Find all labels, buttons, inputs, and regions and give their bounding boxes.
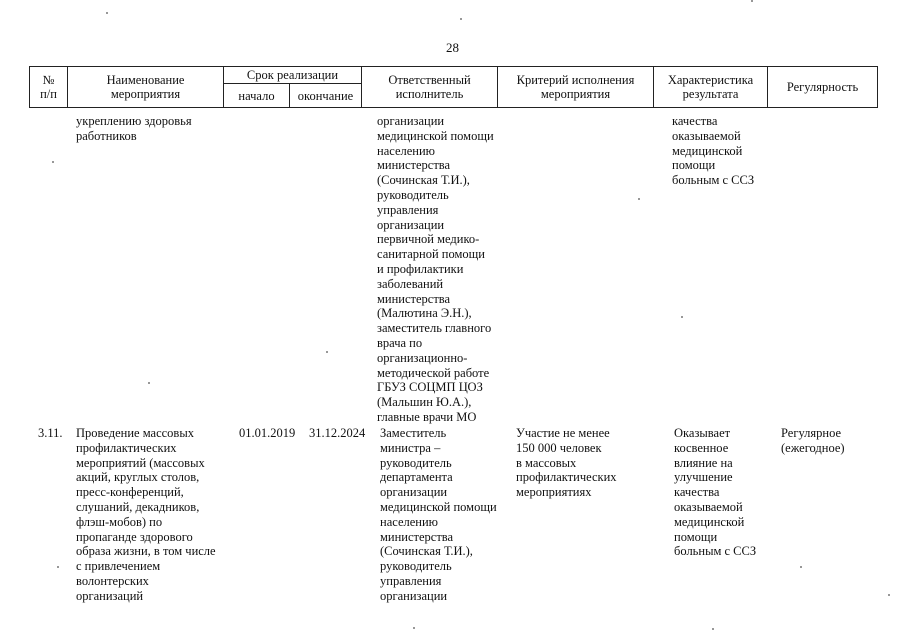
header-start: начало [224, 84, 290, 108]
continued-name: укреплению здоровья работников [76, 114, 192, 143]
row-3-11-num: 3.11. [38, 426, 63, 440]
scan-speck [888, 594, 890, 596]
scan-speck [638, 198, 640, 200]
row-3-11-regularity: Регулярное (ежегодное) [781, 426, 845, 455]
header-num: № п/п [30, 67, 68, 108]
row-3-11-end: 31.12.2024 [309, 426, 366, 440]
scan-speck [751, 0, 753, 2]
row-3-11-start: 01.01.2019 [239, 426, 296, 440]
row-3-11-name: Проведение массовых профилактических мероприятий (массовых акций, круглых столов, пресс-конференций, слушаний, декадников, флэш-мобов) по пропаганде здорового образа жизни, в том числе с привлечением волонтерских организаций [76, 426, 216, 603]
header-regularity: Регулярность [768, 67, 878, 108]
header-period: Срок реализации [224, 67, 362, 84]
row-3-11-responsible: Заместитель министра – руководитель департамента организации медицинской помощи населению министерства (Сочинская Т.И.), руководитель управления организации [380, 426, 497, 603]
header-name: Наименование мероприятия [68, 67, 224, 108]
row-3-11-criterion: Участие не менее 150 000 человек в массовых профилактических мероприятиях [516, 426, 617, 500]
scan-speck [326, 351, 328, 353]
scan-speck [52, 161, 54, 163]
continued-characteristic: качества оказываемой медицинской помощи больным с ССЗ [672, 114, 755, 188]
scan-speck [148, 382, 150, 384]
scan-speck [460, 18, 462, 20]
header-end: окончание [290, 84, 362, 108]
table-header [29, 66, 878, 108]
scan-speck [712, 628, 714, 630]
header-responsible: Ответственный исполнитель [362, 67, 498, 108]
scan-speck [681, 316, 683, 318]
header-criterion: Критерий исполнения мероприятия [498, 67, 654, 108]
header-characteristic: Характеристика результата [654, 67, 768, 108]
scan-speck [413, 627, 415, 629]
page-number: 28 [446, 40, 459, 55]
scan-speck [57, 566, 59, 568]
scan-speck [106, 12, 108, 14]
row-3-11-characteristic: Оказывает косвенное влияние на улучшение качества оказываемой медицинской помощи больным с ССЗ [674, 426, 757, 559]
continued-responsible: организации медицинской помощи населению министерства (Сочинская Т.И.), руководитель управления организации первичной медико- санитарной помощи и профилактики заболеваний министерства (Малютина Э.Н.), заместитель главного врача по организационно- методической работе ГБУЗ СОЦМП ЦОЗ (Мальшин Ю.А.), главные врачи МО [377, 114, 494, 424]
scan-speck [800, 566, 802, 568]
